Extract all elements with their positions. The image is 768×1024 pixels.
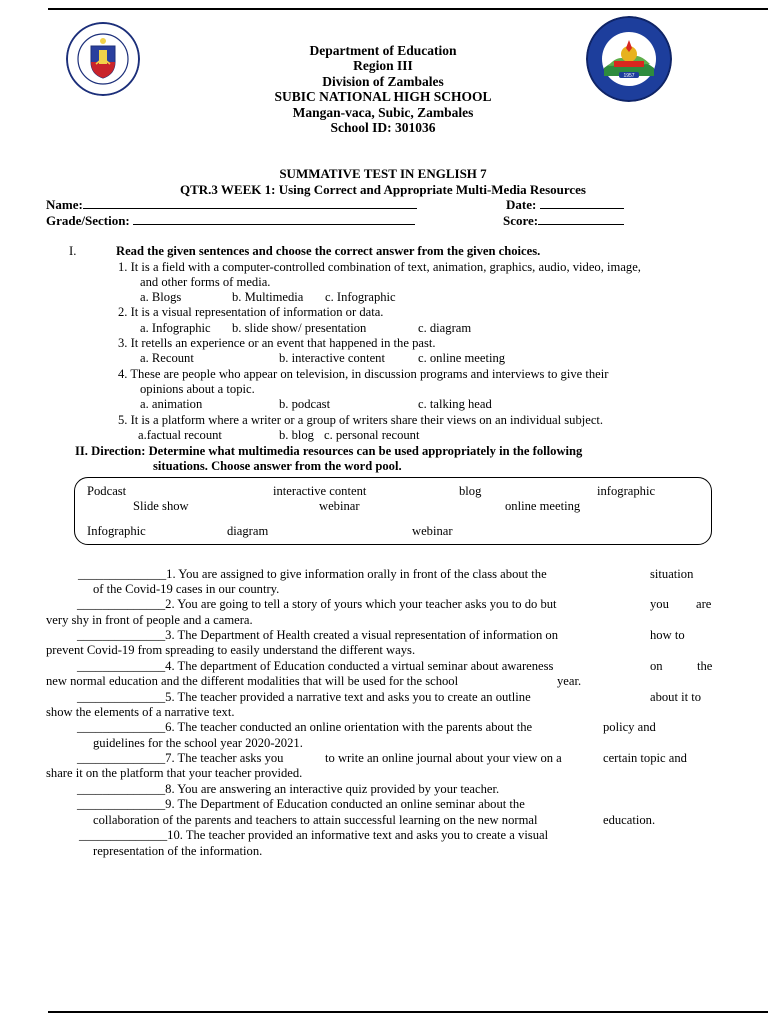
situation-item-end: certain topic and bbox=[603, 751, 687, 765]
grade-label: Grade/Section: bbox=[46, 213, 130, 228]
situation-item-cont: of the Covid-19 cases in our country. bbox=[93, 582, 280, 596]
choice[interactable]: a. Recount bbox=[140, 351, 194, 365]
question: 5. It is a platform where a writer or a group of writers share their views on an individual subject. bbox=[118, 413, 604, 427]
test-title: SUMMATIVE TEST IN ENGLISH 7 bbox=[279, 166, 487, 181]
word-pool-item: Podcast bbox=[87, 484, 127, 498]
choice[interactable]: b. podcast bbox=[279, 397, 331, 411]
header-line: SUBIC NATIONAL HIGH SCHOOL bbox=[274, 89, 492, 105]
part1-instruction: Read the given sentences and choose the correct answer from the given choices. bbox=[116, 244, 541, 258]
question: 3. It retells an experience or an event that happened in the past. bbox=[118, 336, 436, 350]
situation-item: ______________8. You are answering an interactive quiz provided by your teacher. bbox=[77, 782, 500, 796]
situation-item: ______________5. The teacher provided a narrative text and asks you to create an outline bbox=[77, 690, 531, 704]
name-field[interactable] bbox=[46, 197, 417, 212]
situation-item-word: are bbox=[696, 597, 712, 611]
choice[interactable]: b. interactive content bbox=[279, 351, 385, 365]
word-pool-item: online meeting bbox=[505, 499, 581, 513]
word-pool-item: webinar bbox=[319, 499, 360, 513]
grade-section-field[interactable] bbox=[46, 213, 415, 228]
question: 4. These are people who appear on television, in discussion programs and interviews to give their bbox=[118, 367, 609, 381]
header-line: Mangan-vaca, Subic, Zambales bbox=[292, 104, 474, 120]
choice[interactable]: b. Multimedia bbox=[232, 290, 304, 304]
choice[interactable]: a. Blogs bbox=[140, 290, 182, 304]
word-pool-item: webinar bbox=[412, 524, 453, 538]
choice[interactable]: a.factual recount bbox=[138, 428, 222, 442]
situation-item: ______________1. You are assigned to give information orally in front of the class about the bbox=[78, 567, 547, 581]
situation-item-cont: guidelines for the school year 2020-2021. bbox=[93, 736, 303, 750]
situation-item-end: about it to bbox=[650, 690, 702, 704]
header-line: Region III bbox=[353, 58, 413, 74]
grade-blank[interactable] bbox=[133, 213, 415, 225]
choice[interactable]: c. Infographic bbox=[325, 290, 396, 304]
test-subtitle: QTR.3 WEEK 1: Using Correct and Appropriate Multi-Media Resources bbox=[179, 182, 586, 197]
situation-item-cont: collaboration of the parents and teachers to attain successful learning on the new normal bbox=[93, 813, 538, 827]
situation-item: ______________6. The teacher conducted an online orientation with the parents about the bbox=[77, 720, 533, 734]
word-pool-item: Infographic bbox=[87, 524, 146, 538]
part2-direction: II. Direction: Determine what multimedia resources can be used appropriately in the following bbox=[75, 444, 583, 458]
choice[interactable]: c. personal recount bbox=[324, 428, 420, 442]
question: 1. It is a field with a computer-controlled combination of text, animation, graphics, audio, video, image, bbox=[118, 260, 641, 274]
situation-item-end: policy and bbox=[603, 720, 656, 734]
situation-item: ______________10. The teacher provided an informative text and asks you to create a visual bbox=[79, 828, 549, 842]
choice[interactable]: a. Infographic bbox=[140, 321, 211, 335]
date-label: Date: bbox=[506, 197, 537, 212]
situation-item: ______________3. The Department of Health created a visual representation of information on bbox=[77, 628, 558, 642]
situation-item: ______________2. You are going to tell a story of yours which your teacher asks you to do but bbox=[77, 597, 557, 611]
word-pool-box bbox=[74, 477, 712, 545]
word-pool-item: Slide show bbox=[133, 499, 189, 513]
word-pool-item: blog bbox=[459, 484, 482, 498]
situation-item-end: situation bbox=[650, 567, 694, 581]
name-label: Name: bbox=[46, 197, 83, 212]
choice[interactable]: c. online meeting bbox=[418, 351, 506, 365]
header-line: School ID: 301036 bbox=[330, 120, 436, 136]
question-cont: and other forms of media. bbox=[140, 275, 271, 289]
header-line: Division of Zambales bbox=[322, 73, 444, 89]
situation-item-end: education. bbox=[603, 813, 656, 827]
question-cont: opinions about a topic. bbox=[140, 382, 255, 396]
date-blank[interactable] bbox=[540, 197, 624, 209]
school-header bbox=[200, 43, 566, 135]
word-pool-item: interactive content bbox=[273, 484, 367, 498]
score-blank[interactable] bbox=[538, 213, 624, 225]
situation-item-end: how to bbox=[650, 628, 685, 642]
part1-numeral: I. bbox=[69, 244, 77, 258]
situation-item-cont: show the elements of a narrative text. bbox=[46, 705, 235, 719]
choice[interactable]: c. diagram bbox=[418, 321, 472, 335]
choice[interactable]: c. talking head bbox=[418, 397, 492, 411]
score-label: Score: bbox=[503, 213, 539, 228]
situation-item-cont: prevent Covid-19 from spreading to easily understand the different ways. bbox=[46, 643, 416, 657]
situation-item: ______________9. The Department of Education conducted an online seminar about the bbox=[77, 797, 525, 811]
choice[interactable]: b. blog bbox=[279, 428, 314, 442]
word-pool-item: infographic bbox=[597, 484, 656, 498]
part2-direction-cont: situations. Choose answer from the word pool. bbox=[153, 459, 402, 473]
situation-item-mid: to write an online journal about your view on a bbox=[325, 751, 562, 765]
situation-item-cont: very shy in front of people and a camera. bbox=[46, 613, 253, 627]
question: 2. It is a visual representation of information or data. bbox=[118, 305, 384, 319]
situation-item-cont: share it on the platform that your teacher provided. bbox=[46, 766, 303, 780]
situation-item-word: on bbox=[650, 659, 663, 673]
school-seal-logo bbox=[586, 16, 672, 102]
date-field[interactable] bbox=[506, 197, 624, 212]
situation-item: ______________4. The department of Education conducted a virtual seminar about awareness bbox=[77, 659, 554, 673]
score-field[interactable] bbox=[503, 213, 624, 228]
situation-item-cont: new normal education and the different modalities that will be used for the school bbox=[46, 674, 459, 688]
situation-item-word: the bbox=[697, 659, 713, 673]
choice[interactable]: b. slide show/ presentation bbox=[232, 321, 367, 335]
name-blank[interactable] bbox=[83, 197, 417, 209]
situation-item-cont: representation of the information. bbox=[93, 844, 263, 858]
situation-item: ______________7. The teacher asks you bbox=[77, 751, 284, 765]
choice[interactable]: a. animation bbox=[140, 397, 203, 411]
bottom-rule bbox=[48, 1011, 768, 1013]
word-pool-item: diagram bbox=[227, 524, 269, 538]
header-line: Department of Education bbox=[309, 43, 457, 58]
seal-year: 1957 bbox=[623, 73, 635, 79]
deped-seal-logo bbox=[66, 22, 140, 96]
situation-item-end: year. bbox=[557, 674, 582, 688]
top-rule bbox=[48, 8, 768, 10]
situation-item-word: you bbox=[650, 597, 669, 611]
